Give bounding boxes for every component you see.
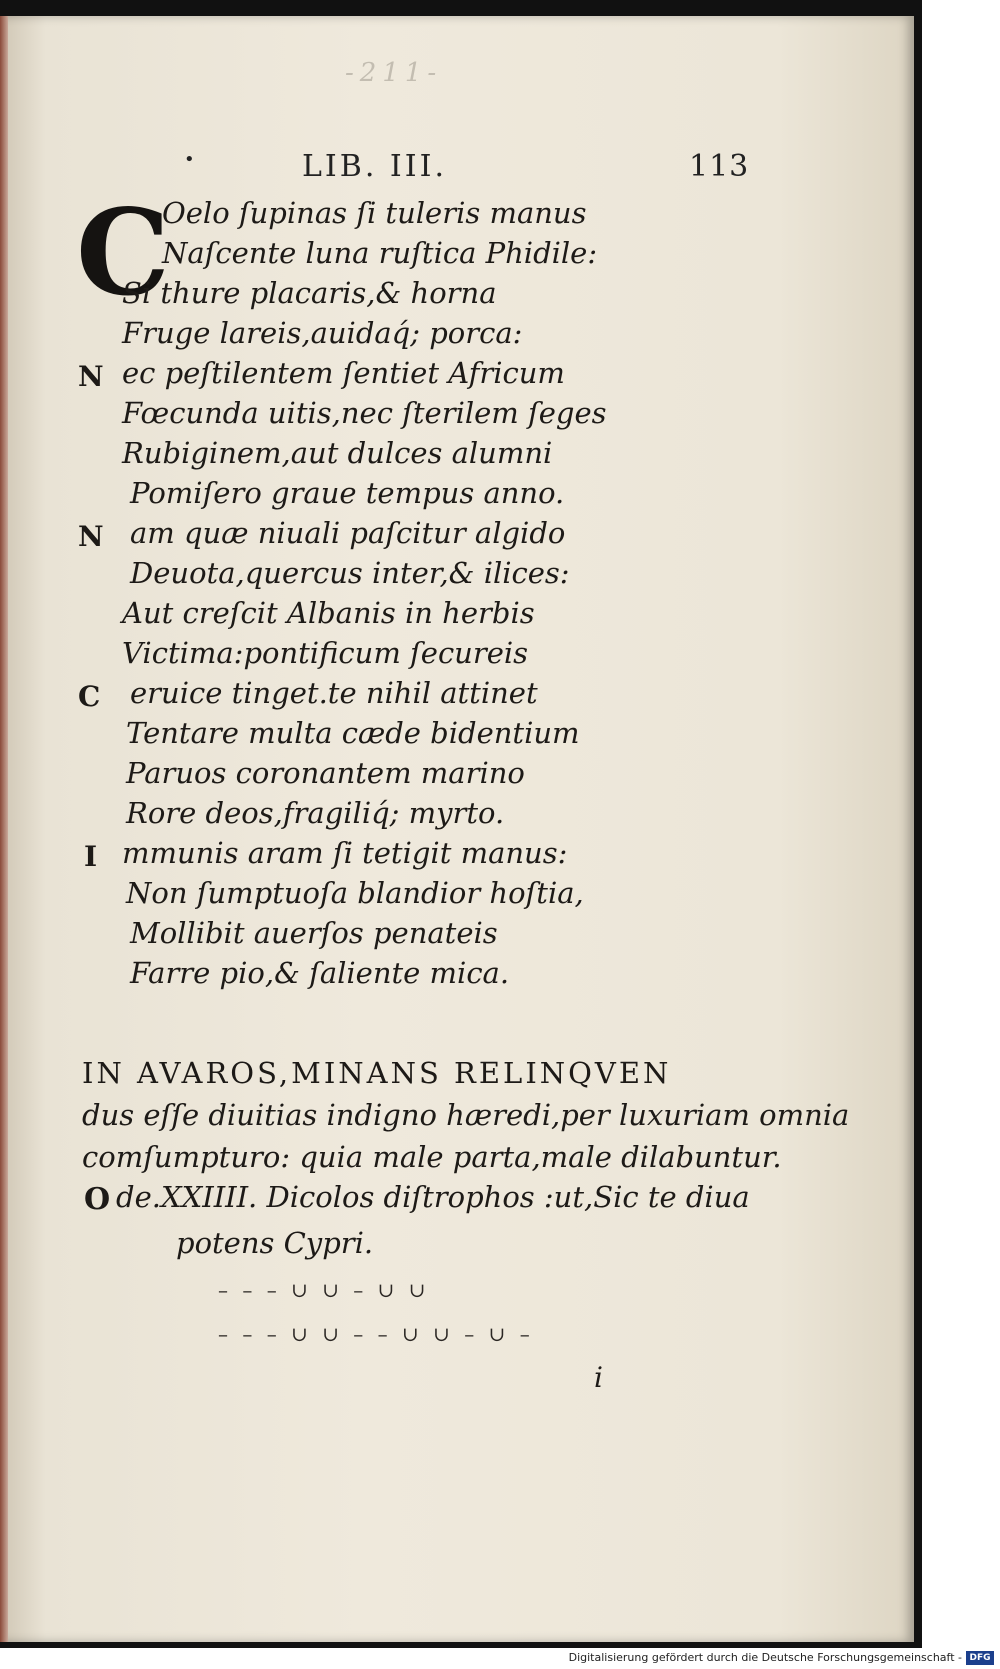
verse-line: eruice tinget.te nihil attinet [130, 676, 538, 710]
dfg-logo: DFG [966, 1651, 994, 1665]
verse-line: Farre pio,& ſaliente mica. [130, 956, 510, 990]
verse-line: Mollibit auerſos penateis [130, 916, 498, 950]
ode-heading-line: dus eſſe diuitias indigno hæredi,per luxuriam omnia [82, 1098, 850, 1132]
verse-line: am quæ niuali paſcitur algido [130, 516, 566, 550]
verse-line: Pomiſero graue tempus anno. [130, 476, 565, 510]
verse-line: Deuota,quercus inter,& ilices: [130, 556, 570, 590]
ode-line: potens Cypri. [176, 1226, 374, 1260]
ode-line: de.XXIIII. Dicolos diſtrophos :ut,Sic te diua [116, 1180, 750, 1214]
verse-line: Oelo ſupinas ſi tuleris manus [162, 196, 587, 230]
book-number: LIB. III. [302, 149, 447, 184]
signature-mark: i [594, 1361, 603, 1394]
verse-line: Rubiginem,aut dulces alumni [122, 436, 553, 470]
verse-line: Aut creſcit Albanis in herbis [122, 596, 535, 630]
metrical-scheme: – – – ∪ ∪ – ∪ ∪ [218, 1278, 430, 1302]
verse-line: Victima:pontificum ſecureis [122, 636, 529, 670]
poem-text [0, 16, 914, 1642]
verse-line: Non ſumptuoſa blandior hoſtia, [126, 876, 584, 910]
verse-line: Paruos coronantem marino [126, 756, 525, 790]
verse-line: Rore deos,fragiliq́; myrto. [126, 796, 505, 830]
ode-initial: O [84, 1182, 111, 1217]
page-number: 113 [689, 149, 750, 184]
ode-heading-line: comſumpturo: quia male parta,male dilabuntur. [82, 1140, 782, 1174]
verse-line: Tentare multa cæde bidentium [126, 716, 580, 750]
section-initial: I [84, 840, 98, 873]
funding-credit: Digitalisierung gefördert durch die Deutsche Forschungsgemeinschaft - [568, 1651, 962, 1664]
footer-bar [0, 1648, 1000, 1669]
verse-line: ec peſtilentem ſentiet Africum [122, 356, 565, 390]
library-stamp: -211- [345, 58, 443, 88]
verse-line: Fœcunda uitis,nec ſterilem ſeges [122, 396, 607, 430]
verse-line: mmunis aram ſi tetigit manus: [122, 836, 568, 870]
section-initial: N [78, 360, 104, 393]
running-head-mark: • [184, 149, 195, 170]
ode-heading-caps: IN AVAROS,MINANS RELINQVEN [82, 1056, 672, 1090]
verse-line: Si thure placaris,& horna [122, 276, 497, 310]
book-page [0, 16, 914, 1642]
section-initial: N [78, 520, 104, 553]
drop-cap: C [76, 183, 170, 322]
metrical-scheme: – – – ∪ ∪ – – ∪ ∪ – ∪ – [218, 1322, 534, 1346]
verse-line: Naſcente luna ruſtica Phidile: [162, 236, 598, 270]
section-initial: C [78, 680, 101, 713]
verse-line: Fruge lareis,auidaq́; porca: [122, 316, 523, 350]
